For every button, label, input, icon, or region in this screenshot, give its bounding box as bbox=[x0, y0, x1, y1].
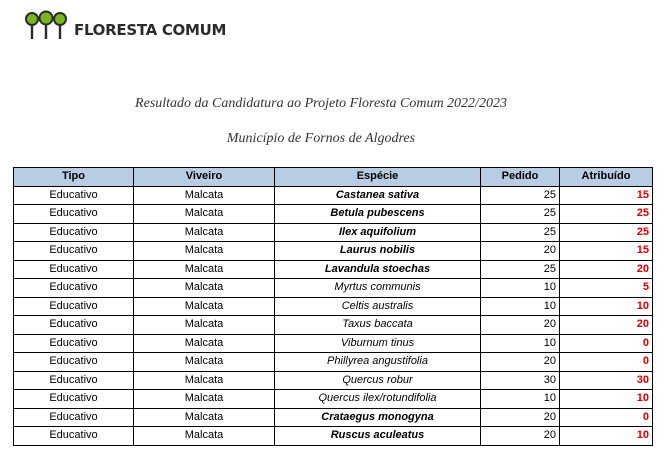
table-row bbox=[14, 260, 653, 279]
cell-viveiro: Malcata bbox=[134, 186, 275, 205]
table-row bbox=[14, 408, 653, 427]
cell-viveiro: Malcata bbox=[134, 408, 275, 427]
cell-especie: Ruscus aculeatus bbox=[275, 427, 481, 446]
logo-tree bbox=[26, 13, 38, 39]
cell-tipo: Educativo bbox=[14, 408, 134, 427]
cell-viveiro: Malcata bbox=[134, 205, 275, 224]
cell-viveiro: Malcata bbox=[134, 297, 275, 316]
cell-especie: Betula pubescens bbox=[275, 205, 481, 224]
header-viveiro: Viveiro bbox=[134, 168, 275, 187]
cell-atribuido: 10 bbox=[560, 390, 653, 409]
table-row bbox=[14, 205, 653, 224]
cell-pedido: 20 bbox=[481, 242, 560, 261]
cell-pedido: 25 bbox=[481, 186, 560, 205]
cell-viveiro: Malcata bbox=[134, 260, 275, 279]
cell-viveiro: Malcata bbox=[134, 223, 275, 242]
cell-pedido: 20 bbox=[481, 353, 560, 372]
cell-atribuido: 30 bbox=[560, 371, 653, 390]
cell-tipo: Educativo bbox=[14, 242, 134, 261]
brand-name: FLORESTA COMUM bbox=[74, 21, 227, 39]
table-row bbox=[14, 427, 653, 446]
cell-especie: Quercus ilex/rotundifolia bbox=[275, 390, 481, 409]
cell-atribuido: 15 bbox=[560, 242, 653, 261]
table-row bbox=[14, 334, 653, 353]
cell-tipo: Educativo bbox=[14, 316, 134, 335]
cell-pedido: 25 bbox=[481, 260, 560, 279]
cell-viveiro: Malcata bbox=[134, 427, 275, 446]
table-row bbox=[14, 390, 653, 409]
cell-viveiro: Malcata bbox=[134, 390, 275, 409]
cell-atribuido: 0 bbox=[560, 334, 653, 353]
cell-especie: Castanea sativa bbox=[275, 186, 481, 205]
logo-tree bbox=[40, 12, 53, 40]
table-row bbox=[14, 353, 653, 372]
cell-viveiro: Malcata bbox=[134, 279, 275, 298]
cell-tipo: Educativo bbox=[14, 353, 134, 372]
cell-especie: Crataegus monogyna bbox=[275, 408, 481, 427]
table-row bbox=[14, 279, 653, 298]
cell-viveiro: Malcata bbox=[134, 242, 275, 261]
document-title: Resultado da Candidatura ao Projeto Floresta Comum 2022/2023 bbox=[135, 96, 507, 111]
table-header-row bbox=[14, 168, 653, 187]
cell-tipo: Educativo bbox=[14, 371, 134, 390]
cell-viveiro: Malcata bbox=[134, 371, 275, 390]
header-atribuido: Atribuído bbox=[560, 168, 653, 187]
cell-tipo: Educativo bbox=[14, 223, 134, 242]
table-row bbox=[14, 223, 653, 242]
cell-pedido: 20 bbox=[481, 316, 560, 335]
cell-tipo: Educativo bbox=[14, 390, 134, 409]
cell-atribuido: 15 bbox=[560, 186, 653, 205]
cell-especie: Ilex aquifolium bbox=[275, 223, 481, 242]
cell-especie: Phillyrea angustifolia bbox=[275, 353, 481, 372]
cell-atribuido: 5 bbox=[560, 279, 653, 298]
cell-atribuido: 10 bbox=[560, 427, 653, 446]
cell-tipo: Educativo bbox=[14, 260, 134, 279]
cell-especie: Viburnum tinus bbox=[275, 334, 481, 353]
header-tipo: Tipo bbox=[14, 168, 134, 187]
cell-especie: Quercus robur bbox=[275, 371, 481, 390]
cell-atribuido: 25 bbox=[560, 205, 653, 224]
cell-especie: Celtis australis bbox=[275, 297, 481, 316]
cell-tipo: Educativo bbox=[14, 427, 134, 446]
cell-tipo: Educativo bbox=[14, 186, 134, 205]
cell-tipo: Educativo bbox=[14, 334, 134, 353]
cell-atribuido: 0 bbox=[560, 353, 653, 372]
cell-especie: Myrtus communis bbox=[275, 279, 481, 298]
table-row bbox=[14, 186, 653, 205]
cell-viveiro: Malcata bbox=[134, 353, 275, 372]
floresta-comum-logo bbox=[24, 8, 226, 40]
cell-pedido: 10 bbox=[481, 297, 560, 316]
cell-pedido: 10 bbox=[481, 334, 560, 353]
results-table bbox=[13, 167, 653, 446]
cell-pedido: 25 bbox=[481, 223, 560, 242]
cell-especie: Taxus baccata bbox=[275, 316, 481, 335]
cell-atribuido: 20 bbox=[560, 316, 653, 335]
header-especie: Espécie bbox=[275, 168, 481, 187]
cell-tipo: Educativo bbox=[14, 205, 134, 224]
cell-viveiro: Malcata bbox=[134, 316, 275, 335]
cell-pedido: 20 bbox=[481, 427, 560, 446]
logo-tree bbox=[54, 13, 66, 39]
cell-atribuido: 20 bbox=[560, 260, 653, 279]
cell-pedido: 30 bbox=[481, 371, 560, 390]
cell-tipo: Educativo bbox=[14, 297, 134, 316]
tree-logo-icon bbox=[24, 10, 68, 40]
cell-atribuido: 10 bbox=[560, 297, 653, 316]
cell-pedido: 25 bbox=[481, 205, 560, 224]
header-pedido: Pedido bbox=[481, 168, 560, 187]
cell-atribuido: 0 bbox=[560, 408, 653, 427]
cell-especie: Lavandula stoechas bbox=[275, 260, 481, 279]
cell-pedido: 20 bbox=[481, 408, 560, 427]
cell-pedido: 10 bbox=[481, 279, 560, 298]
cell-viveiro: Malcata bbox=[134, 334, 275, 353]
cell-especie: Laurus nobilis bbox=[275, 242, 481, 261]
table-row bbox=[14, 371, 653, 390]
table-row bbox=[14, 316, 653, 335]
cell-tipo: Educativo bbox=[14, 279, 134, 298]
cell-atribuido: 25 bbox=[560, 223, 653, 242]
table-row bbox=[14, 297, 653, 316]
cell-pedido: 10 bbox=[481, 390, 560, 409]
table-row bbox=[14, 242, 653, 261]
document-subtitle: Município de Fornos de Algodres bbox=[226, 131, 416, 146]
